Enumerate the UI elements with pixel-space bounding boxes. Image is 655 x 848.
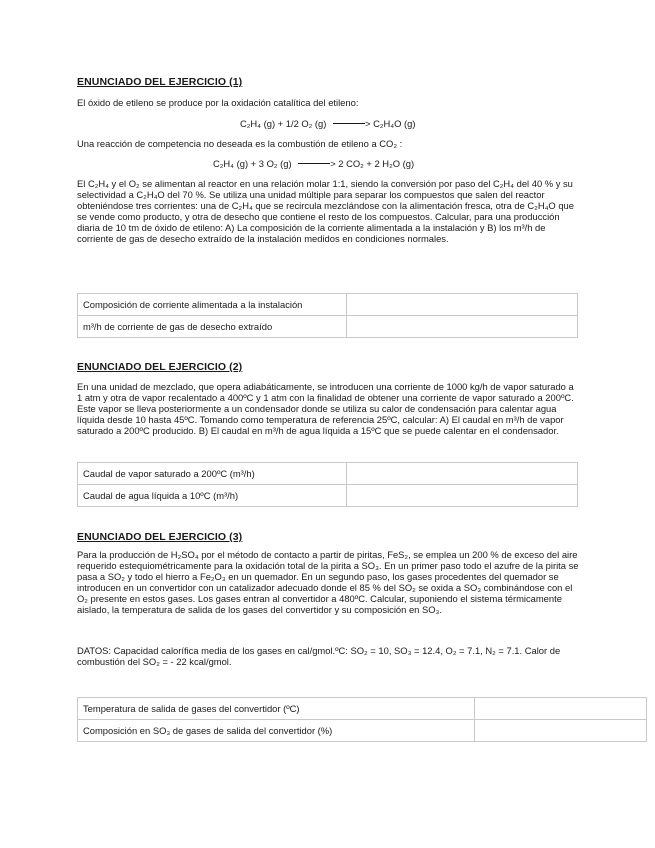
reaction-1-reactants: C₂H₄ (g) + 1/2 O₂ (g) — [240, 118, 327, 129]
reaction-1-products: C₂H₄O (g) — [373, 118, 416, 129]
reaction-1 — [240, 118, 415, 129]
exercise-2-body: En una unidad de mezclado, que opera adiabáticamente, se introducen una corriente de 1000 kg/h de vapor saturado a 1 atm y otra de vapor recalentado a 400ºC y 1 atm con la finalidad de obtener una corriente de vapor saturado a 200ºC. Este vapor se lleva posteriormente a un condensador donde se utiliza su calor de condensación para calentar agua líquida desde 10 hasta 45ºC. Tomando como temperatura de referencia 25ºC, calcular: A) El caudal en m³/h de vapor saturado a 200ºC producido. B) El caudal en m³/h de agua líquida a 15ºC que se puede calentar en el condensador. — [77, 381, 574, 437]
exercise-3-answer-table — [77, 697, 647, 742]
table-row — [78, 698, 647, 720]
table-label-cell: Caudal de vapor saturado a 200ºC (m³/h) — [78, 463, 347, 485]
table-label-cell: m³/h de corriente de gas de desecho extraído — [78, 316, 347, 338]
reaction-2-products: 2 CO₂ + 2 H₂O (g) — [338, 158, 415, 169]
table-label-cell: Composición de corriente alimentada a la instalación — [78, 294, 347, 316]
table-label-cell: Temperatura de salida de gases del convertidor (ºC) — [78, 698, 475, 720]
table-label-cell: Composición en SO₃ de gases de salida del convertidor (%) — [78, 720, 475, 742]
answer-cell[interactable] — [347, 316, 578, 338]
answer-cell[interactable] — [475, 698, 647, 720]
table-label-cell: Caudal de agua líquida a 10ºC (m³/h) — [78, 485, 347, 507]
reaction-arrow-icon — [298, 163, 330, 164]
exercise-1-competition: Una reacción de competencia no deseada es la combustión de etileno a CO₂ : — [77, 138, 403, 149]
table-row — [78, 294, 578, 316]
exercise-3-body: Para la producción de H₂SO₄ por el método de contacto a partir de piritas, FeS₂, se emplea un 200 % de exceso del aire requerido estequiométricamente para la oxidación total de la pirita a SO₃. En un primer paso todo el azufre de la pirita se pasa a SO₂ y todo el hierro a Fe₂O₃ en un quemador. En un segundo paso, los gases procedentes del quemador se introducen en un convertidor con un catalizador adecuado donde el 85 % del SO₂ se oxida a SO₃ combinándose con el O₂ presente en estos gases. Los gases entran al convertidor a 480ºC. Calcular, suponiendo el sistema térmicamente aislado, la temperatura de salida de los gases del convertidor y su composición en SO₃. — [77, 549, 579, 616]
table-row — [78, 463, 578, 485]
exercise-2-answer-table — [77, 462, 578, 507]
table-row — [78, 720, 647, 742]
arrowhead-icon: > — [365, 118, 371, 129]
answer-cell[interactable] — [347, 294, 578, 316]
reaction-2 — [213, 158, 414, 169]
exercise-2-heading: ENUNCIADO DEL EJERCICIO (2) — [77, 361, 243, 373]
exercise-3-heading: ENUNCIADO DEL EJERCICIO (3) — [77, 531, 243, 543]
answer-cell[interactable] — [475, 720, 647, 742]
exercise-1-heading: ENUNCIADO DEL EJERCICIO (1) — [77, 76, 243, 88]
answer-cell[interactable] — [347, 485, 578, 507]
exercise-1-body: El C₂H₄ y el O₂ se alimentan al reactor en una relación molar 1:1, siendo la conversión por paso del C₂H₄ del 40 % y su selectividad a C₂H₄O del 70 %. Se utiliza una unidad múltiple para separar los compuestos que salen del reactor obteniéndose tres corrientes: una de C₂H₄ que se recircula mezclándose con la alimentación fresca, otra de C₂H₄O que se vende como producto, y otra de desecho que contiene el resto de los compuestos. Calcular, para una producción diaria de 10 tm de óxido de etileno: A) La composición de la corriente alimentada a la instalación y B) los m³/h de corriente de gas de desecho extraído de la instalación medidos en condiciones normales. — [77, 178, 574, 245]
exercise-3-data: DATOS: Capacidad calorífica media de los gases en cal/gmol.ºC: SO₂ = 10, SO₃ = 12.4, O₂ = 7.1, N₂ = 7.1. Calor de combustión del SO₂ = - 22 kcal/gmol. — [77, 645, 561, 668]
table-row — [78, 316, 578, 338]
exercise-1-intro: El óxido de etileno se produce por la oxidación catalítica del etileno: — [77, 97, 359, 108]
table-row — [78, 485, 578, 507]
reaction-arrow-icon — [333, 123, 365, 124]
answer-cell[interactable] — [347, 463, 578, 485]
exercise-1-answer-table — [77, 293, 578, 338]
reaction-2-reactants: C₂H₄ (g) + 3 O₂ (g) — [213, 158, 292, 169]
arrowhead-icon: > — [330, 158, 336, 169]
